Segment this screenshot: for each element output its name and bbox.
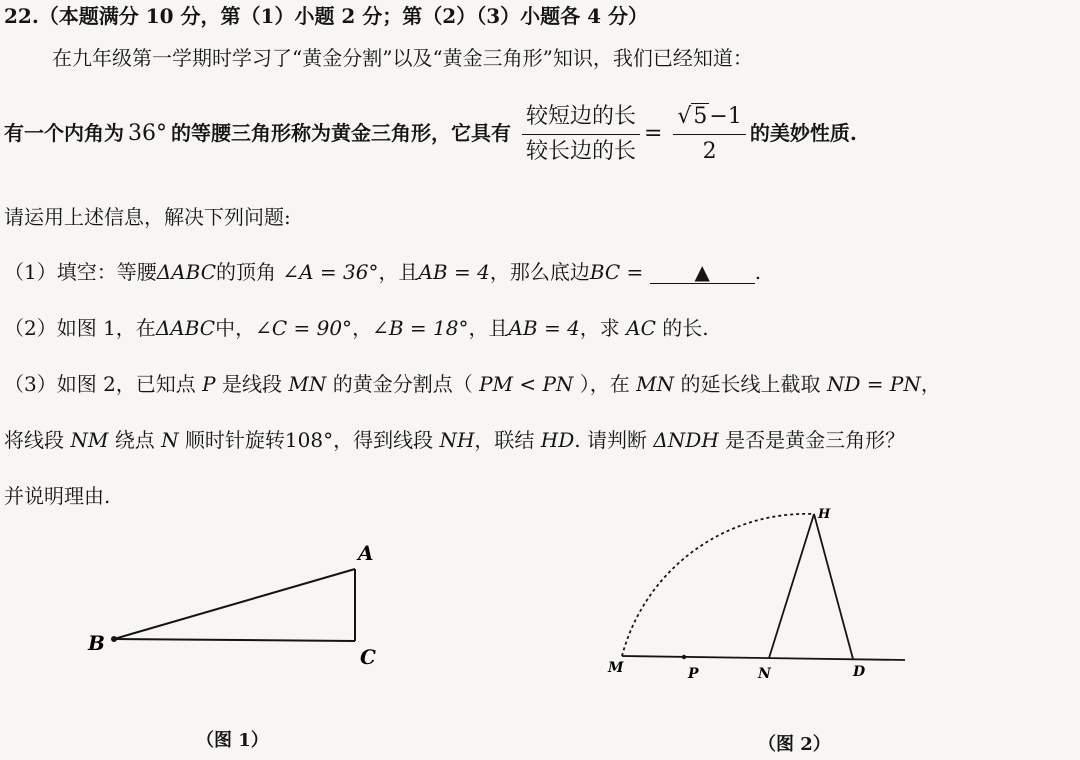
segment-hd — [814, 514, 853, 659]
definition-suffix: 的美妙性质. — [749, 121, 857, 145]
question-3-line-3 — [4, 482, 110, 510]
label-c: C — [360, 645, 376, 669]
label-b: B — [88, 631, 105, 655]
q1-text-c: 的顶角 — [216, 260, 276, 284]
q1-bc: BC = — [589, 260, 644, 284]
q2-text-c: 中， — [215, 316, 256, 340]
problem-header-text: 22.（本题满分 10 分，第（1）小题 2 分；第（2）（3）小题各 4 分） — [4, 4, 648, 28]
q1-text-g: ，那么底边 — [489, 260, 590, 284]
instruction — [4, 203, 291, 231]
label-m: M — [608, 660, 624, 676]
q3-nh: NH — [439, 428, 475, 452]
q2-angle-b: ∠B = 18° — [372, 316, 469, 340]
q3-point-p: P — [202, 372, 216, 396]
golden-value-tail: −1 — [709, 104, 742, 129]
q3-l2-text-g: ，联结 — [474, 428, 535, 452]
label-a: A — [358, 541, 374, 565]
q2-ac: AC — [626, 316, 656, 340]
sqrt-expression — [677, 100, 709, 134]
question-2 — [4, 314, 709, 342]
figure-1-caption: （图 1） — [196, 730, 269, 751]
q2-ab: AB = 4 — [508, 316, 580, 340]
question-3-line-1 — [4, 370, 941, 398]
segment-ba — [114, 569, 355, 639]
q2-text-i: ，求 — [579, 316, 620, 340]
q3-l2-text-e: 顺时针旋转108°，得到线段 — [184, 428, 434, 452]
q3-text-a: （3）如图 2，已知点 — [4, 372, 196, 396]
q3-text-i: 的延长线上截取 — [680, 372, 821, 396]
answer-blank[interactable] — [650, 261, 755, 284]
q3-hd: HD — [540, 428, 575, 452]
label-n: N — [758, 666, 771, 682]
figure-2-diagram — [600, 500, 920, 700]
definition-angle: 36° — [128, 121, 167, 146]
segment-bc — [114, 639, 355, 641]
equals-sign: = — [643, 121, 663, 146]
q3-point-n: N — [161, 428, 179, 452]
problem-intro — [52, 44, 753, 72]
sqrt-radicand: 5 — [693, 104, 708, 129]
q1-ab: AB = 4 — [418, 260, 490, 284]
intro-text: 在九年级第一学期时学习了“黄金分割”以及“黄金三角形”知识，我们已经知道： — [52, 46, 753, 70]
q3-nd-pn: ND = PN — [826, 372, 921, 396]
sqrt-sign: √ — [677, 104, 692, 129]
q3-pm-pn: PM < PN — [479, 372, 574, 396]
q3-ndh: ΔNDH — [653, 428, 719, 452]
golden-value-denominator: 2 — [702, 139, 717, 164]
q1-end: . — [754, 260, 762, 284]
golden-value-numerator — [673, 100, 745, 135]
q3-l2-text-k: 是否是黄金三角形？ — [725, 428, 906, 452]
definition-middle: 的等腰三角形称为黄金三角形，它具有 — [171, 121, 511, 145]
golden-triangle-definition — [4, 100, 857, 169]
q2-text-a: （2）如图 1，在 — [4, 316, 156, 340]
label-d: D — [853, 664, 866, 680]
label-h: H — [818, 507, 831, 522]
definition-prefix: 有一个内角为 — [4, 121, 124, 145]
ratio-numerator: 较短边的长 — [522, 100, 640, 135]
line-md-extended — [622, 656, 905, 660]
q1-angle: ∠A = 36° — [282, 260, 379, 284]
q1-text-e: ，且 — [378, 260, 419, 284]
q3-nm: NM — [70, 428, 109, 452]
q3-l3-text: 并说明理由. — [4, 484, 111, 508]
q3-mn-2: MN — [636, 372, 675, 396]
rotation-arc — [622, 514, 814, 656]
q3-text-c: 是线段 — [222, 372, 282, 396]
figure-1-diagram — [80, 540, 400, 680]
q3-l2-text-c: 绕点 — [114, 428, 155, 452]
instruction-text: 请运用上述信息，解决下列问题: — [4, 205, 291, 229]
q3-mn: MN — [288, 372, 327, 396]
q2-text-k: 的长. — [662, 316, 709, 340]
ratio-fraction — [522, 100, 640, 169]
figure-2-caption: （图 2） — [758, 734, 831, 755]
ratio-denominator: 较长边的长 — [525, 139, 636, 164]
q2-text-e: ， — [352, 316, 373, 340]
q3-l2-text-i: . 请判断 — [574, 428, 647, 452]
point-p-dot — [682, 655, 686, 659]
question-3-line-2 — [4, 426, 905, 454]
q2-triangle: ΔABC — [155, 316, 216, 340]
q2-angle-c: ∠C = 90° — [255, 316, 353, 340]
q1-text-a: （1）填空：等腰 — [4, 260, 157, 284]
label-p: P — [688, 666, 699, 682]
segment-nh — [769, 514, 814, 658]
question-1 — [4, 258, 761, 286]
q3-text-e: 的黄金分割点（ — [332, 372, 473, 396]
point-b-dot — [111, 636, 117, 642]
q1-triangle: ΔABC — [156, 260, 216, 284]
q3-text-k: ， — [920, 372, 941, 396]
q3-text-g: ），在 — [579, 372, 630, 396]
q2-text-g: ，且 — [468, 316, 509, 340]
q3-l2-text-a: 将线段 — [4, 428, 64, 452]
golden-value-fraction — [673, 100, 745, 169]
triangle-mark-icon: ▲ — [694, 260, 710, 284]
problem-header — [4, 2, 648, 30]
